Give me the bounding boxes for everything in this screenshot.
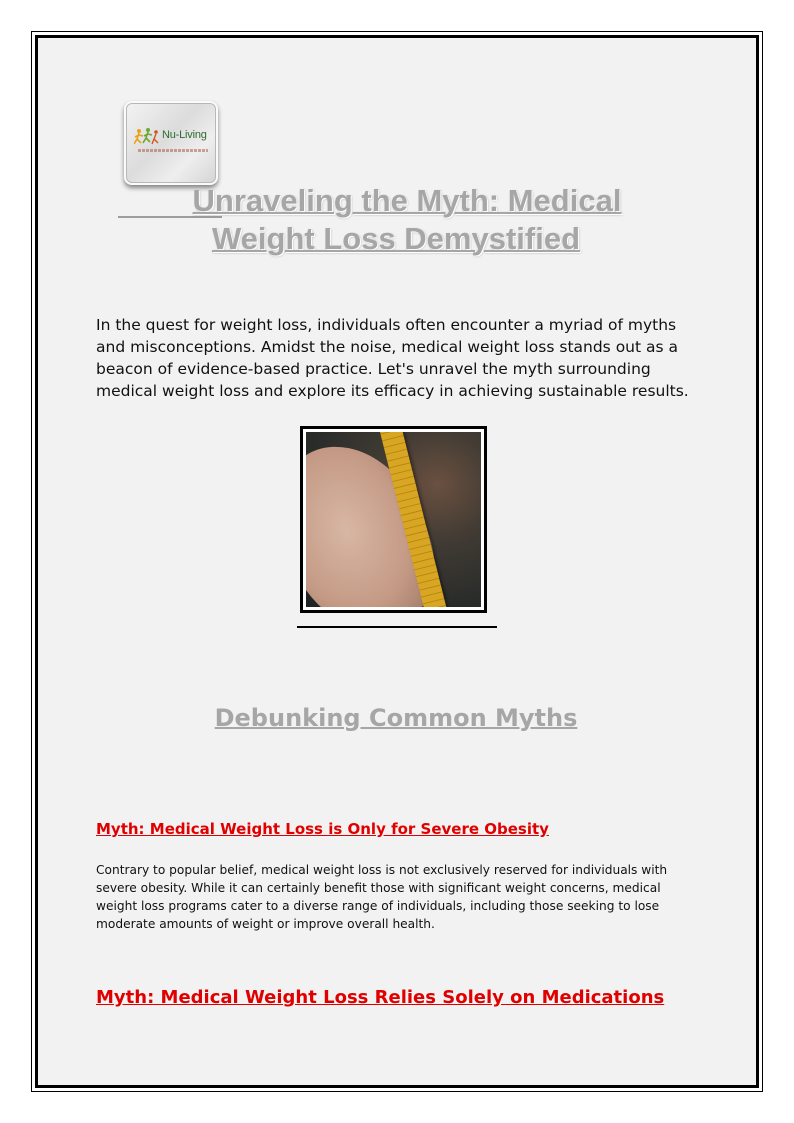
logo-tagline xyxy=(138,149,208,152)
intro-paragraph: In the quest for weight loss, individuals often encounter a myriad of myths and misconceptions. Amidst the noise, medical weight loss stands out as a beacon of evidence-based practice. Let's unravel the myth surrounding medical weight loss and explore its efficacy in achieving sustainable results. xyxy=(96,316,689,400)
page-title-line-2: Weight Loss Demystified xyxy=(211,221,581,256)
company-logo xyxy=(124,101,218,185)
photo-content xyxy=(306,432,481,607)
myth-body-1: Contrary to popular belief, medical weight loss is not exclusively reserved for individuals with severe obesity. While it can certainly benefit those with significant weight concerns, medical weight loss programs cater to a diverse range of individuals, including those seeking to lose moderate amounts of weight or improve overall health. xyxy=(96,863,668,931)
section-heading: Debunking Common Myths xyxy=(214,704,578,732)
measuring-tape-photo xyxy=(300,426,487,613)
logo-brand-text: Nu-Living xyxy=(162,129,207,141)
running-figures-icon xyxy=(134,127,160,147)
photo-caption-line xyxy=(297,626,497,628)
page-title xyxy=(96,182,696,258)
myth-heading-2: Myth: Medical Weight Loss Relies Solely on Medications xyxy=(96,987,665,1008)
page-title-line-1: Unraveling the Myth: Medical xyxy=(192,183,622,218)
myth-heading-1: Myth: Medical Weight Loss is Only for Severe Obesity xyxy=(96,820,549,838)
